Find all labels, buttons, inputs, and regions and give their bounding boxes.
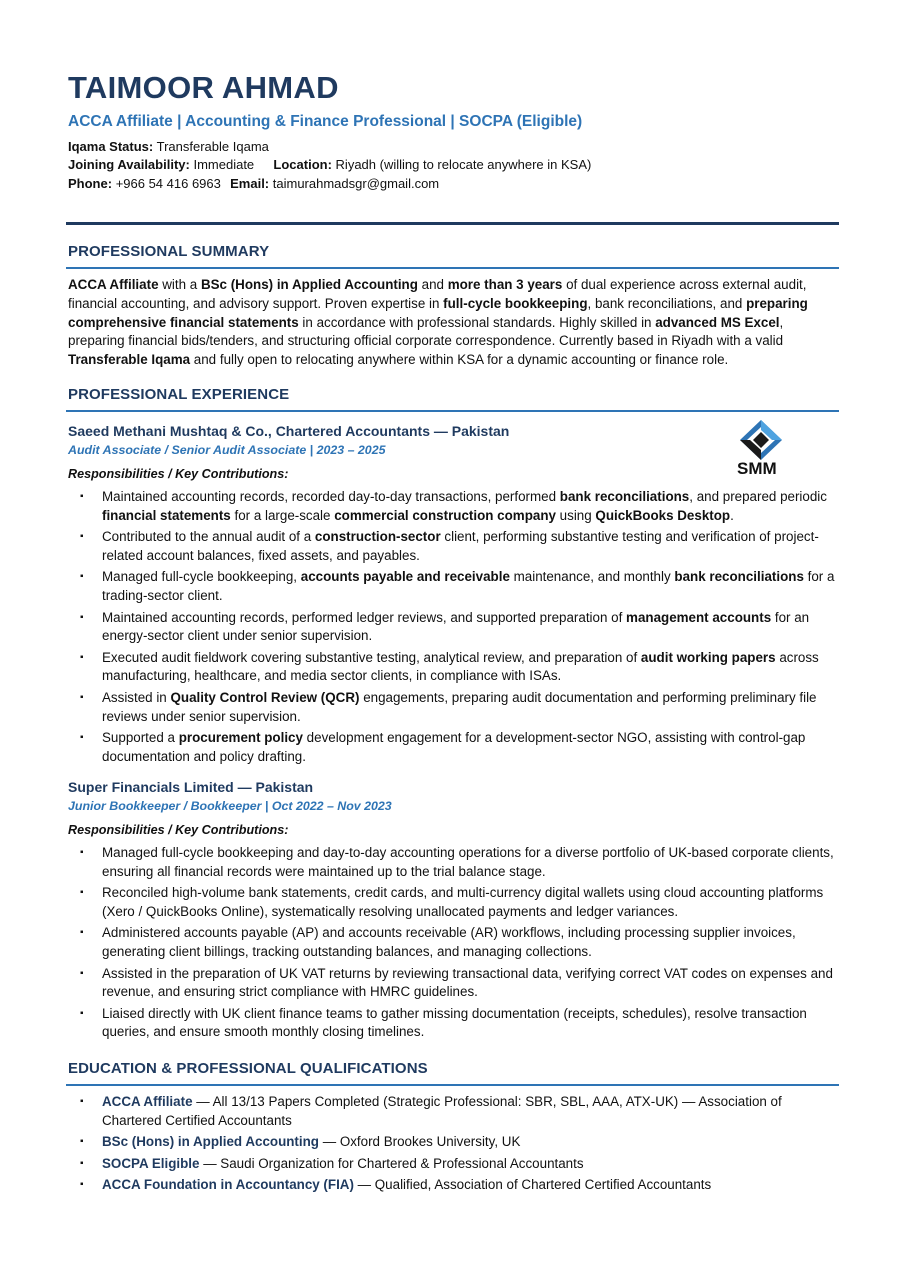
- job1-bullets: [68, 488, 840, 769]
- location-value: Riyadh (willing to relocate anywhere in KSA): [335, 157, 592, 172]
- job2-responsibilities-heading: Responsibilities / Key Contributions:: [68, 823, 289, 837]
- list-item: ▪ Liaised directly with UK client finance teams to gather missing documentation (receipts, schedules), resolve transaction queries, and ensure smooth monthly closing timelines.: [80, 1005, 807, 1040]
- list-item: ▪ Administered accounts payable (AP) and accounts receivable (AR) workflows, including processing supplier invoices, generating client billings, tracking outstanding balances, and managing collections.: [80, 925, 796, 959]
- education-list: [68, 1093, 840, 1198]
- phone-value: +966 54 416 6963: [115, 176, 221, 191]
- education-divider: [66, 1084, 839, 1086]
- tagline: ACCA Affiliate | Accounting & Finance Professional | SOCPA (Eligible): [68, 113, 583, 130]
- list-item: ▪ BSc (Hons) in Applied Accounting — Oxford Brookes University, UK: [80, 1134, 521, 1150]
- list-item: ▪ SOCPA Eligible — Saudi Organization for Chartered & Professional Accountants: [80, 1155, 584, 1171]
- list-item: ▪ Reconciled high-volume bank statements, credit cards, and multi-currency digital wallets using cloud accounting platforms (Xero / QuickBooks Online), systematically resolving unallocated payments and ledger variances.: [80, 885, 824, 919]
- list-item: ▪ Supported a procurement policy development engagement for a development-sector NGO, assisting with control-gap documentation and policy drafting.: [80, 730, 806, 764]
- list-item: ▪ Contributed to the annual audit of a construction-sector client, performing substantive testing and verification of project-related account balances, fixed assets, and payables.: [80, 529, 819, 563]
- list-item: ▪ Managed full-cycle bookkeeping, accounts payable and receivable maintenance, and monthly bank reconciliations for a trading-sector client.: [80, 569, 835, 603]
- experience-divider: [66, 410, 839, 412]
- header-divider: [66, 222, 839, 225]
- contact-line: [68, 175, 439, 193]
- email-label: Email:: [230, 176, 270, 191]
- job1-role: Audit Associate / Senior Audit Associate | 2023 – 2025: [68, 443, 386, 457]
- education-heading: EDUCATION & PROFESSIONAL QUALIFICATIONS: [68, 1060, 428, 1077]
- list-item: ▪ Assisted in the preparation of UK VAT returns by reviewing transactional data, verifying correct VAT codes on expenses and revenue, and ensuring strict compliance with HMRC guidelines.: [80, 965, 833, 1000]
- availability-line: [68, 156, 591, 174]
- candidate-name: TAIMOOR AHMAD: [68, 70, 339, 105]
- summary-heading: PROFESSIONAL SUMMARY: [68, 243, 270, 260]
- job2-role: Junior Bookkeeper / Bookkeeper | Oct 2022 – Nov 2023: [68, 799, 392, 813]
- joining-value: Immediate: [193, 157, 255, 172]
- list-item: ▪ Maintained accounting records, performed ledger reviews, and supported preparation of management accounts for an energy-sector client under senior supervision.: [80, 609, 810, 644]
- job2-bullets: [68, 844, 840, 1045]
- professional-summary: ACCA Affiliate with a BSc (Hons) in Applied Accounting and more than 3 years of dual experience across external audit, financial accounting, and advisory support. Proven expertise in full-cycle bookkeeping, bank reconciliations, and preparing comprehensive financial statements in accordance with professional standards. Highly skilled in advanced MS Excel, preparing financial bids/tenders, and structuring official corporate correspondence. Currently based in Riyadh with a valid Transferable Iqama and fully open to relocating anywhere within KSA for a dynamic accounting or finance role.: [68, 277, 808, 368]
- list-item: ▪ Assisted in Quality Control Review (QCR) engagements, preparing audit documentation and performing preliminary file reviews under senior supervision.: [80, 689, 817, 724]
- list-item: ▪ ACCA Affiliate — All 13/13 Papers Completed (Strategic Professional: SBR, SBL, AAA, ATX-UK) — Association of Chartered Certified Accountants: [80, 1094, 782, 1128]
- iqama-value: Transferable Iqama: [156, 139, 269, 154]
- joining-label: Joining Availability:: [68, 157, 190, 172]
- email-value: taimurahmadsgr@gmail.com: [272, 176, 440, 191]
- iqama-label: Iqama Status:: [68, 139, 154, 154]
- smm-logo-text: SMM: [737, 459, 777, 478]
- list-item: ▪ Executed audit fieldwork covering substantive testing, analytical review, and preparation of audit working papers across manufacturing, healthcare, and media sector clients, in compliance with ISAs.: [80, 649, 819, 684]
- job1-responsibilities-heading: Responsibilities / Key Contributions:: [68, 467, 289, 481]
- job1-company: Saeed Methani Mushtaq & Co., Chartered Accountants — Pakistan: [68, 423, 510, 439]
- iqama-line: [68, 138, 269, 156]
- job2-company: Super Financials Limited — Pakistan: [68, 779, 314, 795]
- list-item: ▪ ACCA Foundation in Accountancy (FIA) — Qualified, Association of Chartered Certified Accountants: [80, 1177, 712, 1193]
- list-item: ▪ Managed full-cycle bookkeeping and day-to-day accounting operations for a diverse portfolio of UK-based corporate clients, ensuring all financial records were maintained up to the trial balance stage.: [80, 845, 834, 879]
- summary-divider: [66, 267, 839, 269]
- phone-label: Phone:: [68, 176, 113, 191]
- experience-heading: PROFESSIONAL EXPERIENCE: [68, 386, 290, 403]
- location-label: Location:: [273, 157, 332, 172]
- list-item: ▪ Maintained accounting records, recorded day-to-day transactions, performed bank reconciliations, and prepared periodic financial statements for a large-scale commercial construction company using QuickBooks Desktop.: [80, 489, 827, 523]
